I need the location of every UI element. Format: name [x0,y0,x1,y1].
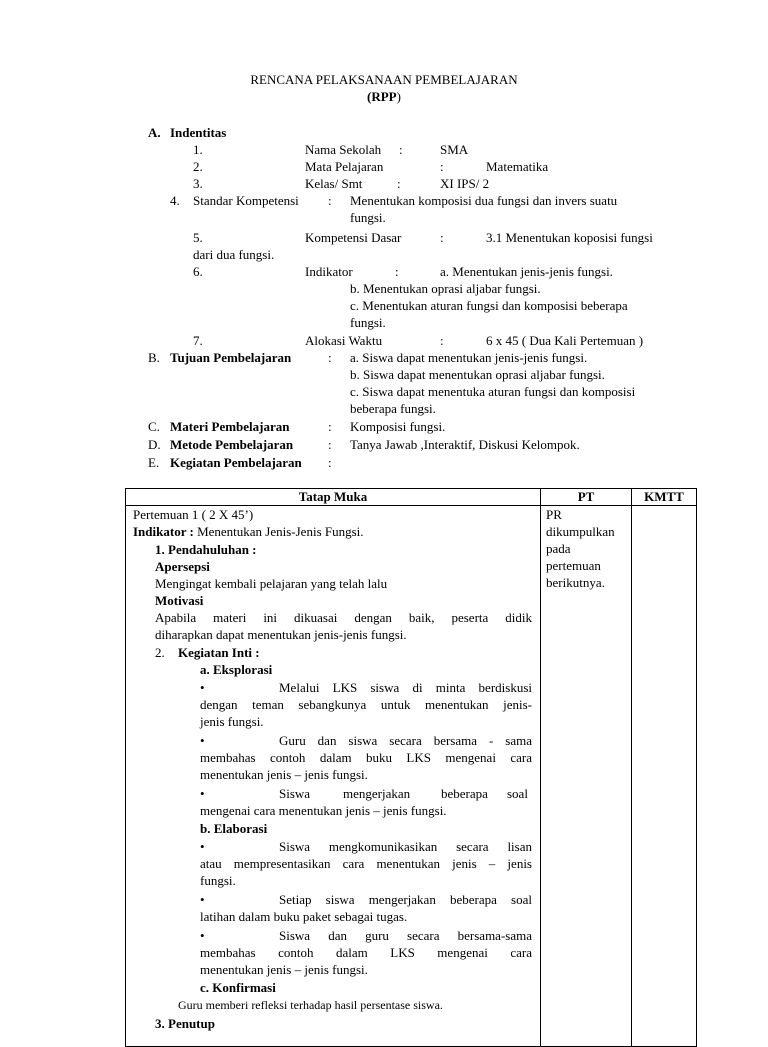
section-a-letter: A. [148,125,161,140]
item-4-value-line1: Menentukan komposisi dua fungsi dan invers suatu [350,193,618,208]
section-b-heading: Tujuan Pembelajaran [170,350,292,365]
table-row [126,506,697,1047]
pt-line: berikutnya. [546,575,605,590]
kmtt-cell [632,506,697,1047]
pt-line: pada [546,541,571,556]
pt-line: pertemuan [546,558,601,573]
indikator-label: Indikator : [133,524,194,539]
goal-b: b. Siswa dapat menentukan oprasi aljabar fungsi. [350,367,605,382]
section-c-letter: C. [148,419,160,434]
penutup-heading: 3. Penutup [155,1016,215,1031]
document-title: RENCANA PELAKSANAAN PEMBELAJARAN [250,72,518,87]
item-3-num: 3. [193,176,203,191]
item-5-label: Kompetensi Dasar [305,230,402,245]
elaborasi-heading: b. Elaborasi [200,821,268,836]
item-1-colon: : [399,142,403,157]
rpp-abbrev: (RPP [367,89,397,104]
inti-num: 2. [155,645,165,660]
item-4-colon: : [328,193,332,208]
item-6-c-line2: fungsi. [350,315,386,330]
bullet-icon: • [200,680,205,695]
header-tatap-muka: Tatap Muka [126,489,541,506]
bullet-icon: • [200,928,205,943]
elaborasi-3-line2: membahas contoh dalam LKS mengenai cara [200,945,532,960]
section-e-heading: Kegiatan Pembelajaran [170,455,302,470]
item-7-label: Alokasi Waktu [305,333,383,348]
item-2-colon: : [440,159,444,174]
pendahuluan-heading: 1. Pendahuluhan : [155,542,257,557]
item-1-label: Nama Sekolah [305,142,382,157]
elaborasi-1-line2: atau mempresentasikan cara menentukan jenis – jenis [200,856,532,871]
elaborasi-3-line1: Siswa dan guru secara bersama-sama [279,928,532,943]
table-header-row [126,489,697,506]
item-5-value-line1: 3.1 Menentukan koposisi fungsi [486,230,653,245]
section-d-value: Tanya Jawab ,Interaktif, Diskusi Kelompok. [350,437,580,452]
header-pt: PT [541,489,632,506]
section-c-colon: : [328,419,332,434]
eksplorasi-heading: a. Eksplorasi [200,662,273,677]
eksplorasi-1-line1: Melalui LKS siswa di minta berdiskusi [279,680,532,695]
section-d-colon: : [328,437,332,452]
section-d-heading: Metode Pembelajaran [170,437,294,452]
item-6-a: a. Menentukan jenis-jenis fungsi. [440,264,613,279]
bullet-icon: • [200,733,205,748]
item-6-b: b. Menentukan oprasi aljabar fungsi. [350,281,541,296]
item-4-num: 4. [170,193,180,208]
section-a-heading: Indentitas [170,125,227,140]
goal-c-line1: c. Siswa dapat menentuka aturan fungsi dan komposisi [350,384,636,399]
eksplorasi-3-word2: mengerjakan [343,786,411,801]
eksplorasi-1-line2: dengan teman sebangkunya untuk menentukan jenis- [200,697,532,712]
pt-line: PR [546,507,562,522]
document-subtitle [0,88,768,105]
item-6-c-line1: c. Menentukan aturan fungsi dan komposisi beberapa [350,298,628,313]
indikator-value: Menentukan Jenis-Jenis Fungsi. [193,524,364,539]
section-c-heading: Materi Pembelajaran [170,419,290,434]
activity-table [125,488,697,1047]
item-5-num: 5. [193,230,203,245]
eksplorasi-3-word4: soal [507,786,528,801]
elaborasi-2-line2: latihan dalam buku paket sebagai tugas. [200,909,408,924]
konfirmasi-text: Guru memberi refleksi terhadap hasil persentase siswa. [178,998,443,1012]
section-e-colon: : [328,455,332,470]
item-1-num: 1. [193,142,203,157]
rpp-paren: ) [396,89,401,104]
header-kmtt: KMTT [632,489,697,506]
section-c-value: Komposisi fungsi. [350,419,446,434]
eksplorasi-3-line2: mengenai cara menentukan jenis – jenis fungsi. [200,803,447,818]
item-3-label: Kelas/ Smt [305,176,363,191]
tatap-muka-cell [126,506,541,1047]
eksplorasi-2-line3: menentukan jenis – jenis fungsi. [200,767,368,782]
section-b-letter: B. [148,350,160,365]
eksplorasi-3-word1: Siswa [279,786,311,801]
item-5-value-line2: dari dua fungsi. [193,247,275,262]
elaborasi-1-line3: fungsi. [200,873,236,888]
section-b-colon: : [328,350,332,365]
item-3-colon: : [397,176,401,191]
elaborasi-1-line1: Siswa mengkomunikasikan secara lisan [279,839,532,854]
item-6-num: 6. [193,264,203,279]
bullet-icon: • [200,786,205,801]
eksplorasi-2-line2: membahas contoh dalam buku LKS mengenai cara [200,750,532,765]
bullet-icon: • [200,839,205,854]
item-6-label: Indikator [305,264,353,279]
item-4-value-line2: fungsi. [350,210,386,225]
indikator-line [133,523,364,540]
pt-line: dikumpulkan [546,524,615,539]
item-2-num: 2. [193,159,203,174]
elaborasi-3-line3: menentukan jenis – jenis fungsi. [200,962,368,977]
pertemuan-label: Pertemuan 1 ( 2 X 45’) [133,507,254,522]
apersepsi-text: Mengingat kembali pelajaran yang telah lalu [155,576,388,591]
item-5-colon: : [440,230,444,245]
motivasi-heading: Motivasi [155,593,204,608]
eksplorasi-2-line1: Guru dan siswa secara bersama - sama [279,733,532,748]
item-7-num: 7. [193,333,203,348]
eksplorasi-1-line3: jenis fungsi. [200,714,264,729]
item-3-value: XI IPS/ 2 [440,176,490,191]
section-e-letter: E. [148,455,160,470]
item-6-colon: : [395,264,399,279]
item-2-label: Mata Pelajaran [305,159,384,174]
item-7-colon: : [440,333,444,348]
apersepsi-heading: Apersepsi [155,559,210,574]
item-7-value: 6 x 45 ( Dua Kali Pertemuan ) [486,333,644,348]
section-d-letter: D. [148,437,161,452]
motivasi-line2: diharapkan dapat menentukan jenis-jenis fungsi. [155,627,407,642]
item-1-value: SMA [440,142,469,157]
item-4-label: Standar Kompetensi [193,193,299,208]
bullet-icon: • [200,892,205,907]
goal-c-line2: beberapa fungsi. [350,401,436,416]
eksplorasi-3-word3: beberapa [441,786,488,801]
goal-a: a. Siswa dapat menentukan jenis-jenis fungsi. [350,350,588,365]
pt-cell [541,506,632,1047]
elaborasi-2-line1: Setiap siswa mengerjakan beberapa soal [279,892,532,907]
motivasi-line1: Apabila materi ini dikuasai dengan baik, peserta didik [155,610,532,625]
item-2-value: Matematika [486,159,549,174]
inti-heading: Kegiatan Inti : [178,645,260,660]
konfirmasi-heading: c. Konfirmasi [200,980,276,995]
